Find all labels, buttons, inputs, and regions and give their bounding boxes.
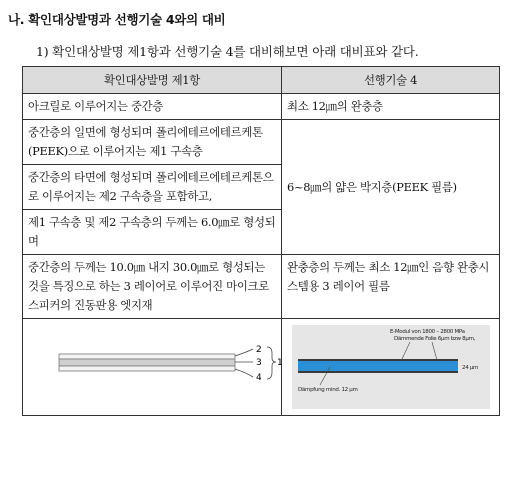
leader-line bbox=[235, 349, 253, 356]
bottom-film-layer-shape bbox=[298, 371, 458, 373]
figure-prior-art bbox=[282, 319, 500, 416]
figure-target-invention bbox=[23, 319, 282, 416]
top-film-layer-shape bbox=[298, 359, 458, 361]
leader-line bbox=[235, 369, 253, 377]
layer-drawing-prior-art bbox=[282, 319, 500, 415]
first-restraint-layer-shape bbox=[59, 354, 235, 359]
damping-label: Dämpfung mind. 12 µm bbox=[298, 387, 358, 393]
label-1: 1 bbox=[277, 358, 282, 368]
film-label: Dämmende Folie 6µm bzw 8µm, bbox=[394, 336, 476, 342]
cell-intermediate-thickness: 중간층의 두께는 10.0㎛ 내지 30.0㎛로 형성되는 것을 특징으로 하는 3 레이어로 이루어진 마이크로 스피커의 진동판용 엣지재 bbox=[23, 255, 282, 319]
section-heading: 나. 확인대상발명과 선행기술 4와의 대비 bbox=[8, 12, 226, 27]
layer-drawing-target bbox=[23, 319, 282, 415]
cell-first-restraint-layer: 중간층의 일면에 형성되며 폴리에테르에테르케톤(PEEK)으로 이루어지는 제1 구속층 bbox=[23, 120, 282, 165]
cell-intermediate-layer: 아크릴로 이루어지는 중간층 bbox=[23, 94, 282, 120]
label-3: 3 bbox=[256, 358, 262, 368]
thickness-label: 24 µm bbox=[462, 365, 479, 371]
table-row bbox=[23, 255, 500, 319]
cell-restraint-thickness: 제1 구속층 및 제2 구속층의 두께는 6.0㎛로 형성되며 bbox=[23, 210, 282, 255]
cell-second-restraint-layer: 중간층의 타면에 형성되며 폴리에테르에테르케톤으로 이루어지는 제2 구속층을 포함하고, bbox=[23, 165, 282, 210]
cell-buffer-layer: 최소 12㎛의 완충층 bbox=[282, 94, 500, 120]
table-row bbox=[23, 94, 500, 120]
table-header-row bbox=[23, 67, 500, 94]
table-row bbox=[23, 120, 500, 165]
label-2: 2 bbox=[256, 345, 262, 355]
cell-thin-film-layer: 6~8㎛의 얇은 박지층(PEEK 필름) bbox=[282, 120, 500, 255]
emodul-label: E-Modul von 1800 – 2800 MPa bbox=[390, 329, 465, 335]
intermediate-layer-shape bbox=[59, 359, 235, 366]
figure-row bbox=[23, 319, 500, 416]
header-prior-art: 선행기술 4 bbox=[282, 67, 500, 94]
header-target-invention: 확인대상발명 제1항 bbox=[23, 67, 282, 94]
cell-buffer-thickness: 완충층의 두께는 최소 12㎛인 음향 완충시스템용 3 레이어 필름 bbox=[282, 255, 500, 319]
label-4: 4 bbox=[256, 373, 262, 383]
intro-sentence: 1) 확인대상발명 제1항과 선행기술 4를 대비해보면 아래 대비표와 같다. bbox=[36, 44, 419, 59]
damping-layer-shape bbox=[298, 361, 458, 371]
bracket bbox=[267, 347, 276, 379]
second-restraint-layer-shape bbox=[59, 366, 235, 371]
comparison-table bbox=[22, 66, 500, 416]
